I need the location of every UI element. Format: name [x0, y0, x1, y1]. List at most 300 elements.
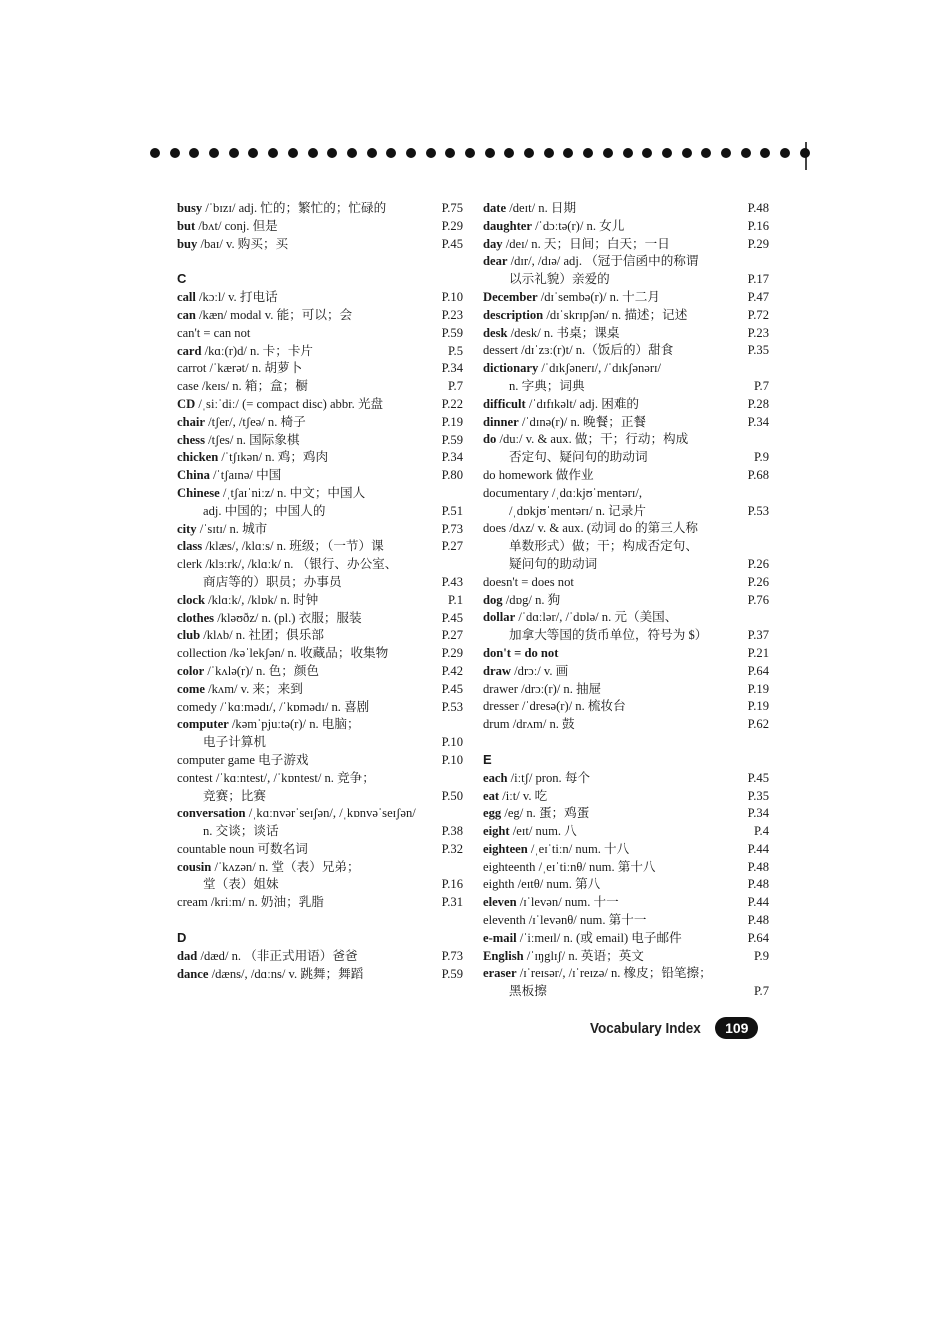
entry-text: [177, 414, 431, 432]
page-reference: P.53: [441, 699, 463, 714]
headword: card: [177, 343, 202, 358]
headword: draw: [483, 663, 511, 678]
entry-definition: /duː/ v. & aux. 做；干；行动；构成: [496, 432, 689, 447]
entry-first-line: [483, 771, 590, 785]
entry-first-line: [483, 361, 661, 375]
page-reference: P.45: [441, 681, 463, 696]
entry-first-line: [177, 628, 324, 642]
entry-text: [483, 894, 737, 912]
vocabulary-entry: [177, 645, 463, 663]
entry-first-line: [483, 254, 698, 268]
border-dot: [504, 148, 514, 158]
page-reference: P.19: [747, 699, 769, 714]
headword: description: [483, 307, 544, 322]
page-reference: P.59: [441, 432, 463, 447]
entry-definition: /eɪt/ num. 八: [509, 824, 577, 839]
page-reference: P.9: [753, 948, 769, 963]
entry-text: [177, 859, 431, 895]
entry-definition: /ˌkɑːnvərˈseɪʃən/, /ˌkɒnvəˈseɪʃən/: [245, 806, 416, 821]
page-reference: P.50: [441, 788, 463, 803]
entry-first-line: [177, 664, 319, 678]
page-reference: P.10: [441, 290, 463, 305]
entry-definition: /iːtʃ/ pron. 每个: [507, 770, 591, 785]
headword: chess: [177, 432, 205, 447]
entry-text: [483, 253, 737, 289]
entry-first-line: [483, 860, 656, 874]
vocabulary-entry: [483, 592, 769, 610]
vocabulary-entry: [483, 253, 769, 289]
entry-first-line: [483, 664, 568, 678]
entry-first-line: [483, 610, 677, 624]
entry-first-line: [483, 397, 639, 411]
entry-first-line: [483, 717, 575, 731]
page-reference: P.34: [441, 361, 463, 376]
entry-definition: /dɒg/ n. 狗: [502, 592, 561, 607]
headword: English: [483, 948, 524, 963]
page-reference: P.37: [747, 628, 769, 643]
page-reference: P.62: [747, 717, 769, 732]
entry-text: [177, 592, 431, 610]
vocabulary-entry: [483, 342, 769, 360]
border-dot: [682, 148, 692, 158]
page-reference: P.5: [447, 343, 463, 358]
border-dot: [248, 148, 258, 158]
entry-text: [177, 432, 431, 450]
headword: e-mail: [483, 930, 517, 945]
entry-first-line: [177, 967, 363, 981]
entry-text: [483, 859, 737, 877]
page-reference: P.9: [753, 450, 769, 465]
vocabulary-entry: [177, 699, 463, 717]
entry-first-line: [483, 966, 712, 980]
entry-definition: /bʌt/ conj. 但是: [195, 218, 278, 233]
entry-definition: /baɪ/ v. 购买；买: [197, 236, 289, 251]
entry-definition: can't = can not: [177, 325, 251, 340]
vocabulary-entry: [483, 307, 769, 325]
page-reference: P.53: [747, 503, 769, 518]
vocabulary-entry: [483, 431, 769, 467]
headword: daughter: [483, 218, 532, 233]
entry-first-line: [483, 682, 601, 696]
vocabulary-column-left: [177, 200, 463, 983]
entry-definition: /drɔː/ v. 画: [511, 663, 569, 678]
entry-text: [177, 966, 431, 984]
vocabulary-entry: [177, 449, 463, 467]
entry-continuation: 疑问句的助动词: [509, 556, 598, 571]
page-reference: P.38: [441, 824, 463, 839]
entry-first-line: [483, 895, 619, 909]
vocabulary-entry: [177, 432, 463, 450]
entry-first-line: [177, 379, 308, 393]
page-reference: P.34: [747, 806, 769, 821]
entry-first-line: [177, 415, 306, 429]
entry-definition: /ˈtʃaɪnə/ 中国: [209, 468, 282, 483]
entry-text: [483, 663, 737, 681]
entry-definition: documentary /ˌdɑːkjʊˈmentərɪ/,: [483, 485, 642, 500]
headword: city: [177, 521, 197, 536]
headword: desk: [483, 325, 508, 340]
entry-text: [177, 610, 431, 628]
entry-text: [483, 467, 737, 485]
entry-definition: /eg/ n. 蛋；鸡蛋: [501, 806, 590, 821]
headword: eraser: [483, 966, 517, 981]
border-dot: [308, 148, 318, 158]
entry-definition: /ˈsɪtɪ/ n. 城市: [196, 521, 268, 536]
page-reference: P.34: [441, 450, 463, 465]
entry-first-line: [483, 646, 558, 660]
page-reference: P.7: [447, 379, 463, 394]
border-dot: [288, 148, 298, 158]
border-dot: [268, 148, 278, 158]
entry-text: [177, 200, 431, 218]
vocabulary-entry: [177, 556, 463, 592]
vocabulary-entry: [483, 485, 769, 521]
headword: do: [483, 432, 497, 447]
entry-first-line: [177, 486, 365, 500]
section-letter: D: [177, 930, 187, 946]
entry-definition: do homework 做作业: [483, 467, 594, 482]
vocabulary-entry: [483, 360, 769, 396]
page-reference: P.72: [747, 307, 769, 322]
vocabulary-entry: [483, 823, 769, 841]
page-reference: P.28: [747, 396, 769, 411]
entry-definition: /dɪr/, /dɪə/ adj. （冠于信函中的称谓: [507, 254, 699, 269]
headword: eleven: [483, 895, 517, 910]
vocabulary-entry: [177, 681, 463, 699]
entry-first-line: [483, 949, 644, 963]
entry-definition: /ˈdɪnə(r)/ n. 晚餐；正餐: [518, 414, 647, 429]
vocabulary-entry: [177, 592, 463, 610]
entry-definition: /klæs/, /klɑːs/ n. 班级；（一节）课: [202, 539, 384, 554]
border-dot: [662, 148, 672, 158]
entry-text: [177, 396, 431, 414]
entry-definition: /kʌm/ v. 来；来到: [204, 681, 303, 696]
headword: cousin: [177, 859, 212, 874]
entry-text: [177, 699, 431, 717]
headword: chicken: [177, 450, 219, 465]
entry-definition: /kəmˈpjuːtə(r)/ n. 电脑；: [228, 717, 360, 732]
entry-definition: doesn't = does not: [483, 574, 574, 589]
vocabulary-entry: [177, 859, 463, 895]
page-reference: P.48: [747, 913, 769, 928]
entry-definition: /klʌb/ n. 社团；俱乐部: [200, 628, 324, 643]
vocabulary-entry: [177, 414, 463, 432]
page-reference: P.59: [441, 325, 463, 340]
entry-definition: /ˈtʃɪkən/ n. 鸡；鸡肉: [218, 450, 329, 465]
border-dot: [563, 148, 573, 158]
vocabulary-entry: [483, 859, 769, 877]
entry-first-line: [177, 611, 362, 625]
entry-definition: /tʃer/, /tʃeə/ n. 椅子: [204, 414, 306, 429]
entry-definition: /ˈdɪfɪkəlt/ adj. 困难的: [525, 396, 640, 411]
entry-first-line: [177, 237, 288, 251]
entry-text: [177, 627, 431, 645]
entry-continuation: 单数形式）做；干；构成否定句、: [509, 539, 698, 554]
vocabulary-entry: [177, 663, 463, 681]
vocabulary-entry: [483, 236, 769, 254]
entry-continuation: 加拿大等国的货币单位，符号为 $）: [509, 628, 708, 643]
vocabulary-column-right: [483, 200, 769, 1001]
border-dot: [150, 148, 160, 158]
entry-first-line: [177, 700, 369, 714]
section-letter: C: [177, 271, 187, 287]
entry-definition: clerk /klɜːrk/, /klɑːk/ n. （银行、办公室、: [177, 557, 398, 572]
entry-text: [177, 236, 431, 254]
entry-text: [177, 894, 431, 912]
entry-continuation: 竞赛；比赛: [203, 788, 266, 803]
vocabulary-entry: [483, 788, 769, 806]
entry-text: [483, 841, 737, 859]
entry-definition: /iːt/ v. 吃: [499, 788, 548, 803]
entry-text: [177, 841, 431, 859]
entry-definition: dessert /dɪˈzɜː(r)t/ n.（饭后的）甜食: [483, 343, 674, 358]
page-reference: P.42: [441, 663, 463, 678]
page-reference: P.48: [747, 877, 769, 892]
entry-first-line: [177, 219, 278, 233]
vocabulary-entry: [177, 805, 463, 841]
entry-definition: /kɑː(r)d/ n. 卡；卡片: [201, 343, 314, 358]
entry-definition: collection /kəˈlekʃən/ n. 收藏品；收集物: [177, 646, 389, 661]
border-dot: [426, 148, 436, 158]
headword: dollar: [483, 610, 516, 625]
page-reference: P.19: [441, 414, 463, 429]
border-dot: [170, 148, 180, 158]
entry-text: [483, 431, 737, 467]
page-reference: P.29: [441, 218, 463, 233]
entry-definition: /ˈɪŋglɪʃ/ n. 英语；英文: [523, 948, 644, 963]
vocabulary-entry: [177, 289, 463, 307]
entry-text: [483, 485, 737, 521]
border-dot: [347, 148, 357, 158]
page-reference: P.16: [441, 877, 463, 892]
entry-text: [483, 414, 737, 432]
page-reference: P.26: [747, 556, 769, 571]
vocabulary-entry: [177, 752, 463, 770]
entry-text: [483, 574, 737, 592]
entry-first-line: [483, 593, 560, 607]
entry-text: [483, 788, 737, 806]
entry-text: [177, 645, 431, 663]
headword: CD: [177, 396, 196, 411]
page-reference: P.31: [441, 895, 463, 910]
entry-first-line: [177, 753, 309, 767]
entry-first-line: [177, 326, 250, 340]
vocabulary-entry: [483, 681, 769, 699]
entry-text: [483, 396, 737, 414]
vocabulary-entry: [177, 521, 463, 539]
headword: color: [177, 663, 205, 678]
entry-text: [483, 823, 737, 841]
entry-definition: /desk/ n. 书桌；课桌: [507, 325, 620, 340]
vocabulary-entry: [483, 912, 769, 930]
entry-first-line: [177, 646, 388, 660]
entry-first-line: [177, 539, 384, 553]
vocabulary-entry: [177, 716, 463, 752]
entry-definition: /ˌtʃaɪˈniːz/ n. 中文；中国人: [219, 485, 366, 500]
entry-text: [483, 930, 737, 948]
entry-first-line: [483, 290, 660, 304]
border-dot: [800, 148, 810, 158]
page-reference: P.45: [747, 770, 769, 785]
entry-text: [177, 681, 431, 699]
border-dot: [465, 148, 475, 158]
entry-definition: /ˈkʌlə(r)/ n. 色；颜色: [204, 663, 320, 678]
border-dot: [544, 148, 554, 158]
headword: difficult: [483, 396, 526, 411]
entry-text: [483, 592, 737, 610]
vocabulary-entry: [483, 609, 769, 645]
entry-text: [177, 538, 431, 556]
entry-definition: drawer /drɔː(r)/ n. 抽屉: [483, 681, 602, 696]
page-reference: P.16: [747, 218, 769, 233]
vocabulary-entry: [483, 841, 769, 859]
entry-first-line: [483, 237, 670, 251]
border-dot: [445, 148, 455, 158]
entry-definition: eighth /eɪtθ/ num. 第八: [483, 877, 601, 892]
border-dot: [780, 148, 790, 158]
page-reference: P.45: [441, 236, 463, 251]
entry-first-line: [483, 415, 646, 429]
vocabulary-entry: [177, 467, 463, 485]
entry-text: [177, 378, 431, 396]
page-reference: P.44: [747, 841, 769, 856]
entry-first-line: [483, 575, 574, 589]
page-reference: P.75: [441, 201, 463, 215]
border-dot: [406, 148, 416, 158]
vocabulary-entry: [483, 663, 769, 681]
entry-text: [177, 752, 431, 770]
vocabulary-entry: [483, 805, 769, 823]
entry-first-line: [483, 343, 673, 357]
page-reference: P.47: [747, 289, 769, 304]
dotted-border: [150, 146, 810, 160]
headword: can: [177, 307, 196, 322]
page-reference: P.59: [441, 966, 463, 981]
border-dot: [524, 148, 534, 158]
entry-text: [177, 289, 431, 307]
entry-first-line: [177, 842, 308, 856]
page-reference: P.4: [753, 824, 769, 839]
vocabulary-entry: [177, 948, 463, 966]
border-dot: [229, 148, 239, 158]
headword: Chinese: [177, 485, 220, 500]
entry-text: [483, 876, 737, 894]
border-dot: [386, 148, 396, 158]
entry-text: [177, 485, 431, 521]
vocabulary-entry: [177, 307, 463, 325]
vocabulary-entry: [483, 645, 769, 663]
vocabulary-entry: [483, 520, 769, 573]
entry-first-line: [177, 522, 267, 536]
entry-text: [177, 467, 431, 485]
headword: China: [177, 468, 210, 483]
entry-first-line: [177, 593, 318, 607]
headword: dad: [177, 948, 198, 963]
headword: December: [483, 289, 538, 304]
page-reference: P.34: [747, 414, 769, 429]
page-footer: [590, 1017, 758, 1039]
entry-definition: /ˈkʌzən/ n. 堂（表）兄弟；: [211, 859, 360, 874]
entry-first-line: [177, 895, 324, 909]
headword: dictionary: [483, 361, 539, 376]
border-dot: [189, 148, 199, 158]
entry-definition: /dɪˈsembə(r)/ n. 十二月: [537, 289, 660, 304]
vocabulary-entry: [483, 396, 769, 414]
headword: conversation: [177, 806, 246, 821]
vocabulary-entry: [483, 876, 769, 894]
page-reference: P.68: [747, 467, 769, 482]
border-dot: [623, 148, 633, 158]
entry-text: [483, 681, 737, 699]
entry-text: [177, 307, 431, 325]
vocabulary-entry: [483, 200, 769, 218]
vocabulary-entry: [483, 414, 769, 432]
entry-first-line: [177, 771, 375, 785]
vocabulary-entry: [483, 894, 769, 912]
entry-first-line: [483, 201, 576, 215]
entry-definition: /dɪˈskrɪpʃən/ n. 描述；记述: [543, 307, 688, 322]
page-reference: P.26: [747, 574, 769, 589]
page-reference: P.48: [747, 859, 769, 874]
entry-continuation: 商店等的）职员；办事员: [203, 574, 342, 589]
entry-definition: comedy /ˈkɑːmədɪ/, /ˈkɒmədɪ/ n. 喜剧: [177, 699, 370, 714]
vocabulary-entry: [483, 716, 769, 734]
entry-text: [483, 645, 737, 663]
entry-definition: /ɪˈreɪsər/, /ɪˈreɪzə/ n. 橡皮；铅笔擦；: [516, 966, 712, 981]
section-letter: E: [483, 751, 492, 767]
entry-text: [483, 805, 737, 823]
entry-first-line: [483, 308, 687, 322]
entry-text: [177, 770, 431, 806]
entry-first-line: [177, 290, 278, 304]
headword: don't = do not: [483, 645, 559, 660]
page-reference: P.29: [441, 646, 463, 661]
entry-definition: /ˌeɪˈtiːn/ num. 十八: [527, 841, 630, 856]
border-dot: [485, 148, 495, 158]
entry-text: [483, 948, 737, 966]
page-number-badge: 109: [715, 1017, 758, 1039]
entry-text: [483, 609, 737, 645]
page-reference: P.1: [447, 592, 463, 607]
vocabulary-entry: [177, 396, 463, 414]
border-dot: [701, 148, 711, 158]
entry-definition: /kləʊðz/ n. (pl.) 衣服；服装: [214, 610, 362, 625]
entry-first-line: [483, 699, 626, 713]
entry-definition: dresser /ˈdresə(r)/ n. 梳妆台: [483, 699, 626, 714]
entry-definition: /dæd/ n. （非正式用语）爸爸: [197, 948, 358, 963]
entry-definition: eleventh /ɪˈlevənθ/ num. 第十一: [483, 913, 647, 928]
entry-first-line: [177, 949, 358, 963]
page-reference: P.48: [747, 201, 769, 215]
page-reference: P.22: [441, 396, 463, 411]
page-reference: P.21: [747, 645, 769, 660]
page-reference: P.44: [747, 895, 769, 910]
vocabulary-entry: [177, 894, 463, 912]
entry-definition: /klɑːk/, /klɒk/ n. 时钟: [204, 592, 319, 607]
headword: class: [177, 539, 203, 554]
entry-definition: /deɪt/ n. 日期: [506, 201, 577, 215]
entry-definition: /ˈdɪkʃənerɪ/, /ˈdɪkʃənərɪ/: [538, 361, 662, 376]
entry-text: [177, 716, 431, 752]
index-title: Vocabulary Index: [590, 1019, 701, 1037]
entry-continuation: 堂（表）姐妹: [203, 877, 279, 892]
headword: come: [177, 681, 205, 696]
vocabulary-entry: [177, 538, 463, 556]
vocabulary-entry: [483, 218, 769, 236]
entry-first-line: [177, 433, 299, 447]
page-reference: P.10: [441, 735, 463, 750]
headword: day: [483, 236, 503, 251]
